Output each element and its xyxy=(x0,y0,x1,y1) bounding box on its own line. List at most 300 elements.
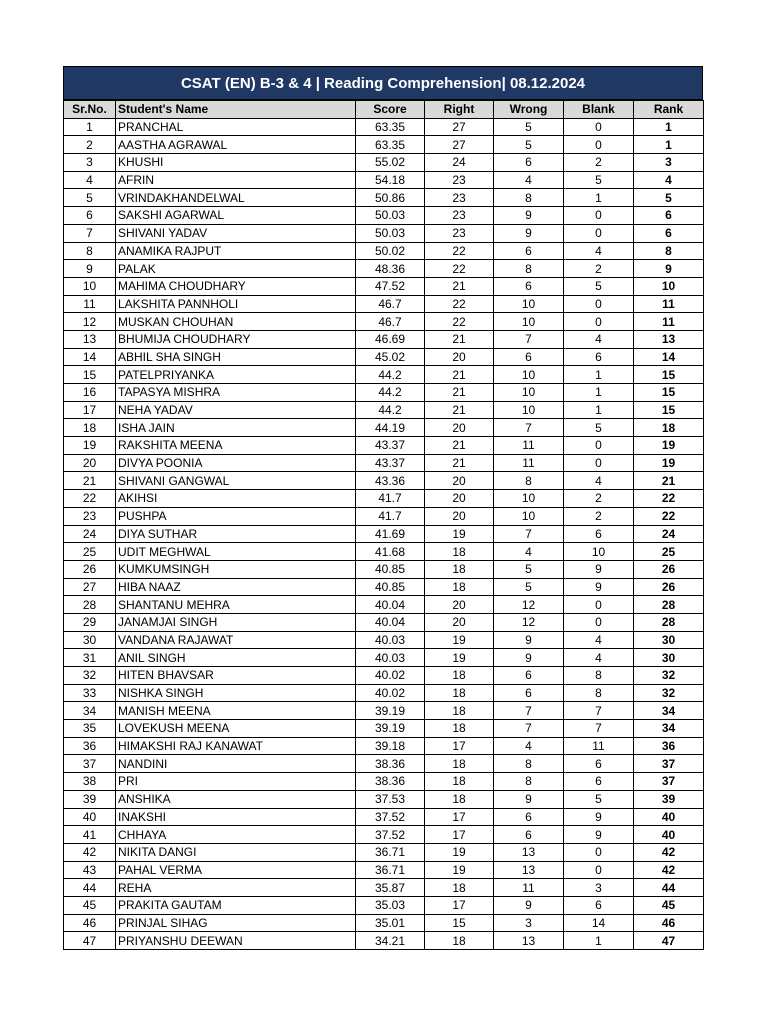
cell-wrong: 6 xyxy=(494,684,564,702)
cell-right: 19 xyxy=(425,843,494,861)
col-header-right: Right xyxy=(425,101,494,119)
cell-rank: 47 xyxy=(634,932,704,950)
cell-name: NEHA YADAV xyxy=(116,401,356,419)
cell-blank: 9 xyxy=(564,560,634,578)
cell-rank: 15 xyxy=(634,384,704,402)
table-row xyxy=(64,366,704,384)
cell-wrong: 7 xyxy=(494,720,564,738)
cell-srno: 13 xyxy=(64,330,116,348)
cell-srno: 31 xyxy=(64,649,116,667)
table-row xyxy=(64,224,704,242)
cell-wrong: 8 xyxy=(494,472,564,490)
cell-rank: 37 xyxy=(634,773,704,791)
cell-rank: 24 xyxy=(634,525,704,543)
cell-right: 18 xyxy=(425,684,494,702)
cell-score: 40.04 xyxy=(356,613,425,631)
cell-name: MAHIMA CHOUDHARY xyxy=(116,277,356,295)
cell-rank: 10 xyxy=(634,277,704,295)
cell-rank: 5 xyxy=(634,189,704,207)
cell-wrong: 6 xyxy=(494,154,564,172)
cell-right: 22 xyxy=(425,242,494,260)
cell-right: 18 xyxy=(425,755,494,773)
cell-name: AFRIN xyxy=(116,171,356,189)
cell-srno: 29 xyxy=(64,613,116,631)
table-row xyxy=(64,879,704,897)
col-header-wrong: Wrong xyxy=(494,101,564,119)
cell-srno: 11 xyxy=(64,295,116,313)
cell-wrong: 6 xyxy=(494,277,564,295)
table-row xyxy=(64,154,704,172)
table-row xyxy=(64,472,704,490)
cell-blank: 5 xyxy=(564,790,634,808)
table-row xyxy=(64,596,704,614)
cell-blank: 1 xyxy=(564,932,634,950)
cell-wrong: 11 xyxy=(494,454,564,472)
cell-wrong: 6 xyxy=(494,808,564,826)
cell-blank: 11 xyxy=(564,737,634,755)
table-row xyxy=(64,207,704,225)
cell-rank: 18 xyxy=(634,419,704,437)
cell-score: 63.35 xyxy=(356,136,425,154)
cell-rank: 22 xyxy=(634,507,704,525)
cell-srno: 47 xyxy=(64,932,116,950)
cell-right: 19 xyxy=(425,525,494,543)
cell-score: 45.02 xyxy=(356,348,425,366)
table-row xyxy=(64,560,704,578)
cell-score: 50.02 xyxy=(356,242,425,260)
cell-rank: 28 xyxy=(634,613,704,631)
cell-right: 17 xyxy=(425,737,494,755)
cell-right: 18 xyxy=(425,560,494,578)
cell-name: ANAMIKA RAJPUT xyxy=(116,242,356,260)
cell-wrong: 4 xyxy=(494,171,564,189)
cell-wrong: 13 xyxy=(494,861,564,879)
cell-right: 17 xyxy=(425,826,494,844)
cell-name: UDIT MEGHWAL xyxy=(116,543,356,561)
cell-name: TAPASYA MISHRA xyxy=(116,384,356,402)
cell-name: NIKITA DANGI xyxy=(116,843,356,861)
cell-right: 23 xyxy=(425,207,494,225)
col-header-rank: Rank xyxy=(634,101,704,119)
cell-srno: 18 xyxy=(64,419,116,437)
cell-wrong: 6 xyxy=(494,242,564,260)
cell-srno: 23 xyxy=(64,507,116,525)
cell-name: VANDANA RAJAWAT xyxy=(116,631,356,649)
cell-wrong: 6 xyxy=(494,667,564,685)
cell-blank: 5 xyxy=(564,171,634,189)
cell-name: CHHAYA xyxy=(116,826,356,844)
cell-blank: 0 xyxy=(564,313,634,331)
cell-score: 40.03 xyxy=(356,649,425,667)
cell-blank: 10 xyxy=(564,543,634,561)
cell-rank: 30 xyxy=(634,631,704,649)
table-row xyxy=(64,419,704,437)
cell-right: 20 xyxy=(425,490,494,508)
cell-blank: 4 xyxy=(564,631,634,649)
cell-rank: 34 xyxy=(634,720,704,738)
cell-srno: 33 xyxy=(64,684,116,702)
cell-srno: 14 xyxy=(64,348,116,366)
cell-score: 36.71 xyxy=(356,843,425,861)
cell-right: 27 xyxy=(425,118,494,136)
cell-wrong: 8 xyxy=(494,755,564,773)
table-row xyxy=(64,613,704,631)
cell-blank: 3 xyxy=(564,879,634,897)
cell-score: 40.85 xyxy=(356,578,425,596)
cell-blank: 4 xyxy=(564,472,634,490)
cell-wrong: 7 xyxy=(494,525,564,543)
cell-score: 35.01 xyxy=(356,914,425,932)
column-header-row xyxy=(64,101,704,119)
cell-name: HIMAKSHI RAJ KANAWAT xyxy=(116,737,356,755)
cell-right: 20 xyxy=(425,596,494,614)
cell-score: 48.36 xyxy=(356,260,425,278)
cell-right: 21 xyxy=(425,437,494,455)
cell-name: VRINDAKHANDELWAL xyxy=(116,189,356,207)
cell-rank: 42 xyxy=(634,843,704,861)
cell-rank: 11 xyxy=(634,313,704,331)
sheet-title: CSAT (EN) B-3 & 4 | Reading Comprehension| 08.12.2024 xyxy=(63,66,703,100)
table-row xyxy=(64,525,704,543)
cell-rank: 3 xyxy=(634,154,704,172)
cell-srno: 26 xyxy=(64,560,116,578)
cell-wrong: 5 xyxy=(494,136,564,154)
cell-right: 21 xyxy=(425,330,494,348)
cell-name: NISHKA SINGH xyxy=(116,684,356,702)
cell-blank: 5 xyxy=(564,277,634,295)
cell-right: 18 xyxy=(425,773,494,791)
cell-srno: 43 xyxy=(64,861,116,879)
cell-name: DIVYA POONIA xyxy=(116,454,356,472)
cell-wrong: 11 xyxy=(494,437,564,455)
cell-srno: 39 xyxy=(64,790,116,808)
cell-name: ISHA JAIN xyxy=(116,419,356,437)
table-row xyxy=(64,330,704,348)
table-row xyxy=(64,171,704,189)
cell-srno: 17 xyxy=(64,401,116,419)
cell-name: AASTHA AGRAWAL xyxy=(116,136,356,154)
cell-wrong: 6 xyxy=(494,826,564,844)
cell-rank: 32 xyxy=(634,684,704,702)
col-header-score: Score xyxy=(356,101,425,119)
cell-name: SHIVANI GANGWAL xyxy=(116,472,356,490)
cell-score: 41.7 xyxy=(356,507,425,525)
cell-rank: 1 xyxy=(634,118,704,136)
cell-srno: 46 xyxy=(64,914,116,932)
cell-name: PALAK xyxy=(116,260,356,278)
table-row xyxy=(64,437,704,455)
cell-wrong: 5 xyxy=(494,578,564,596)
cell-rank: 8 xyxy=(634,242,704,260)
cell-blank: 0 xyxy=(564,843,634,861)
cell-name: JANAMJAI SINGH xyxy=(116,613,356,631)
cell-blank: 0 xyxy=(564,118,634,136)
cell-score: 41.68 xyxy=(356,543,425,561)
cell-score: 44.2 xyxy=(356,366,425,384)
cell-name: MUSKAN CHOUHAN xyxy=(116,313,356,331)
cell-blank: 2 xyxy=(564,154,634,172)
result-sheet xyxy=(63,66,703,950)
table-row xyxy=(64,790,704,808)
cell-srno: 37 xyxy=(64,755,116,773)
cell-srno: 5 xyxy=(64,189,116,207)
cell-right: 21 xyxy=(425,384,494,402)
cell-right: 23 xyxy=(425,171,494,189)
cell-blank: 6 xyxy=(564,773,634,791)
cell-srno: 41 xyxy=(64,826,116,844)
cell-blank: 2 xyxy=(564,507,634,525)
col-header-name: Student's Name xyxy=(116,101,356,119)
cell-right: 18 xyxy=(425,543,494,561)
cell-score: 39.19 xyxy=(356,720,425,738)
cell-score: 55.02 xyxy=(356,154,425,172)
cell-right: 27 xyxy=(425,136,494,154)
cell-name: SAKSHI AGARWAL xyxy=(116,207,356,225)
table-row xyxy=(64,242,704,260)
cell-blank: 1 xyxy=(564,401,634,419)
cell-rank: 19 xyxy=(634,437,704,455)
cell-blank: 6 xyxy=(564,348,634,366)
cell-score: 40.03 xyxy=(356,631,425,649)
cell-name: LOVEKUSH MEENA xyxy=(116,720,356,738)
cell-score: 39.18 xyxy=(356,737,425,755)
cell-wrong: 10 xyxy=(494,295,564,313)
cell-rank: 30 xyxy=(634,649,704,667)
table-row xyxy=(64,684,704,702)
cell-rank: 45 xyxy=(634,896,704,914)
cell-rank: 46 xyxy=(634,914,704,932)
table-row xyxy=(64,118,704,136)
cell-name: PRIYANSHU DEEWAN xyxy=(116,932,356,950)
cell-score: 40.04 xyxy=(356,596,425,614)
cell-srno: 8 xyxy=(64,242,116,260)
results-table xyxy=(63,100,704,950)
cell-right: 21 xyxy=(425,277,494,295)
cell-right: 17 xyxy=(425,896,494,914)
cell-blank: 5 xyxy=(564,419,634,437)
cell-score: 40.85 xyxy=(356,560,425,578)
cell-blank: 1 xyxy=(564,366,634,384)
cell-score: 50.86 xyxy=(356,189,425,207)
cell-rank: 22 xyxy=(634,490,704,508)
cell-score: 37.53 xyxy=(356,790,425,808)
table-row xyxy=(64,401,704,419)
cell-score: 43.37 xyxy=(356,454,425,472)
cell-right: 22 xyxy=(425,260,494,278)
cell-right: 21 xyxy=(425,366,494,384)
cell-rank: 40 xyxy=(634,826,704,844)
cell-score: 54.18 xyxy=(356,171,425,189)
cell-wrong: 12 xyxy=(494,613,564,631)
table-row xyxy=(64,773,704,791)
cell-score: 46.7 xyxy=(356,295,425,313)
cell-score: 41.7 xyxy=(356,490,425,508)
cell-right: 19 xyxy=(425,631,494,649)
cell-right: 23 xyxy=(425,189,494,207)
cell-srno: 16 xyxy=(64,384,116,402)
cell-wrong: 10 xyxy=(494,507,564,525)
cell-srno: 7 xyxy=(64,224,116,242)
cell-right: 18 xyxy=(425,879,494,897)
cell-srno: 35 xyxy=(64,720,116,738)
cell-blank: 6 xyxy=(564,525,634,543)
cell-srno: 21 xyxy=(64,472,116,490)
cell-score: 46.69 xyxy=(356,330,425,348)
cell-wrong: 10 xyxy=(494,401,564,419)
table-row xyxy=(64,454,704,472)
cell-rank: 11 xyxy=(634,295,704,313)
cell-blank: 0 xyxy=(564,136,634,154)
cell-name: INAKSHI xyxy=(116,808,356,826)
table-row xyxy=(64,667,704,685)
cell-name: ABHIL SHA SINGH xyxy=(116,348,356,366)
cell-rank: 15 xyxy=(634,366,704,384)
cell-srno: 42 xyxy=(64,843,116,861)
cell-wrong: 7 xyxy=(494,330,564,348)
cell-wrong: 10 xyxy=(494,313,564,331)
cell-wrong: 5 xyxy=(494,560,564,578)
cell-score: 38.36 xyxy=(356,773,425,791)
cell-rank: 4 xyxy=(634,171,704,189)
cell-srno: 28 xyxy=(64,596,116,614)
cell-name: KHUSHI xyxy=(116,154,356,172)
cell-blank: 6 xyxy=(564,896,634,914)
cell-name: LAKSHITA PANNHOLI xyxy=(116,295,356,313)
table-row xyxy=(64,755,704,773)
cell-name: DIYA SUTHAR xyxy=(116,525,356,543)
table-row xyxy=(64,260,704,278)
cell-score: 36.71 xyxy=(356,861,425,879)
cell-rank: 26 xyxy=(634,578,704,596)
table-row xyxy=(64,295,704,313)
cell-right: 18 xyxy=(425,702,494,720)
cell-srno: 32 xyxy=(64,667,116,685)
cell-right: 23 xyxy=(425,224,494,242)
cell-name: BHUMIJA CHOUDHARY xyxy=(116,330,356,348)
table-row xyxy=(64,277,704,295)
cell-wrong: 10 xyxy=(494,384,564,402)
cell-rank: 15 xyxy=(634,401,704,419)
table-row xyxy=(64,737,704,755)
cell-name: HIBA NAAZ xyxy=(116,578,356,596)
cell-wrong: 12 xyxy=(494,596,564,614)
cell-blank: 7 xyxy=(564,720,634,738)
table-row xyxy=(64,507,704,525)
cell-blank: 4 xyxy=(564,330,634,348)
cell-blank: 0 xyxy=(564,224,634,242)
cell-score: 43.36 xyxy=(356,472,425,490)
cell-srno: 25 xyxy=(64,543,116,561)
table-row xyxy=(64,808,704,826)
cell-wrong: 13 xyxy=(494,843,564,861)
cell-right: 21 xyxy=(425,401,494,419)
cell-rank: 39 xyxy=(634,790,704,808)
cell-name: SHANTANU MEHRA xyxy=(116,596,356,614)
cell-name: PUSHPA xyxy=(116,507,356,525)
cell-rank: 25 xyxy=(634,543,704,561)
cell-srno: 45 xyxy=(64,896,116,914)
cell-srno: 38 xyxy=(64,773,116,791)
cell-srno: 36 xyxy=(64,737,116,755)
cell-right: 24 xyxy=(425,154,494,172)
cell-srno: 3 xyxy=(64,154,116,172)
cell-rank: 32 xyxy=(634,667,704,685)
cell-wrong: 11 xyxy=(494,879,564,897)
cell-score: 63.35 xyxy=(356,118,425,136)
table-row xyxy=(64,843,704,861)
cell-name: ANIL SINGH xyxy=(116,649,356,667)
cell-blank: 6 xyxy=(564,755,634,773)
cell-score: 41.69 xyxy=(356,525,425,543)
cell-right: 20 xyxy=(425,348,494,366)
cell-srno: 27 xyxy=(64,578,116,596)
cell-score: 44.2 xyxy=(356,384,425,402)
cell-right: 20 xyxy=(425,472,494,490)
table-row xyxy=(64,826,704,844)
cell-score: 37.52 xyxy=(356,826,425,844)
cell-right: 18 xyxy=(425,720,494,738)
cell-wrong: 4 xyxy=(494,737,564,755)
cell-blank: 14 xyxy=(564,914,634,932)
cell-blank: 2 xyxy=(564,260,634,278)
cell-score: 40.02 xyxy=(356,684,425,702)
cell-rank: 6 xyxy=(634,224,704,242)
cell-name: HITEN BHAVSAR xyxy=(116,667,356,685)
cell-score: 35.87 xyxy=(356,879,425,897)
cell-srno: 9 xyxy=(64,260,116,278)
cell-srno: 34 xyxy=(64,702,116,720)
cell-name: PRANCHAL xyxy=(116,118,356,136)
cell-wrong: 8 xyxy=(494,773,564,791)
cell-score: 43.37 xyxy=(356,437,425,455)
cell-score: 44.2 xyxy=(356,401,425,419)
cell-rank: 21 xyxy=(634,472,704,490)
cell-srno: 6 xyxy=(64,207,116,225)
table-row xyxy=(64,649,704,667)
cell-name: KUMKUMSINGH xyxy=(116,560,356,578)
cell-wrong: 8 xyxy=(494,189,564,207)
cell-blank: 8 xyxy=(564,684,634,702)
cell-wrong: 6 xyxy=(494,348,564,366)
cell-blank: 4 xyxy=(564,242,634,260)
cell-srno: 10 xyxy=(64,277,116,295)
cell-score: 37.52 xyxy=(356,808,425,826)
cell-score: 46.7 xyxy=(356,313,425,331)
cell-rank: 42 xyxy=(634,861,704,879)
cell-wrong: 9 xyxy=(494,207,564,225)
cell-right: 17 xyxy=(425,808,494,826)
cell-wrong: 9 xyxy=(494,649,564,667)
cell-rank: 34 xyxy=(634,702,704,720)
cell-wrong: 7 xyxy=(494,419,564,437)
cell-blank: 7 xyxy=(564,702,634,720)
table-row xyxy=(64,702,704,720)
cell-rank: 13 xyxy=(634,330,704,348)
cell-name: REHA xyxy=(116,879,356,897)
cell-srno: 15 xyxy=(64,366,116,384)
cell-right: 19 xyxy=(425,649,494,667)
cell-name: ANSHIKA xyxy=(116,790,356,808)
cell-rank: 1 xyxy=(634,136,704,154)
cell-wrong: 4 xyxy=(494,543,564,561)
cell-blank: 0 xyxy=(564,454,634,472)
cell-right: 22 xyxy=(425,295,494,313)
table-row xyxy=(64,720,704,738)
cell-name: PAHAL VERMA xyxy=(116,861,356,879)
cell-rank: 6 xyxy=(634,207,704,225)
table-row xyxy=(64,578,704,596)
cell-score: 50.03 xyxy=(356,207,425,225)
